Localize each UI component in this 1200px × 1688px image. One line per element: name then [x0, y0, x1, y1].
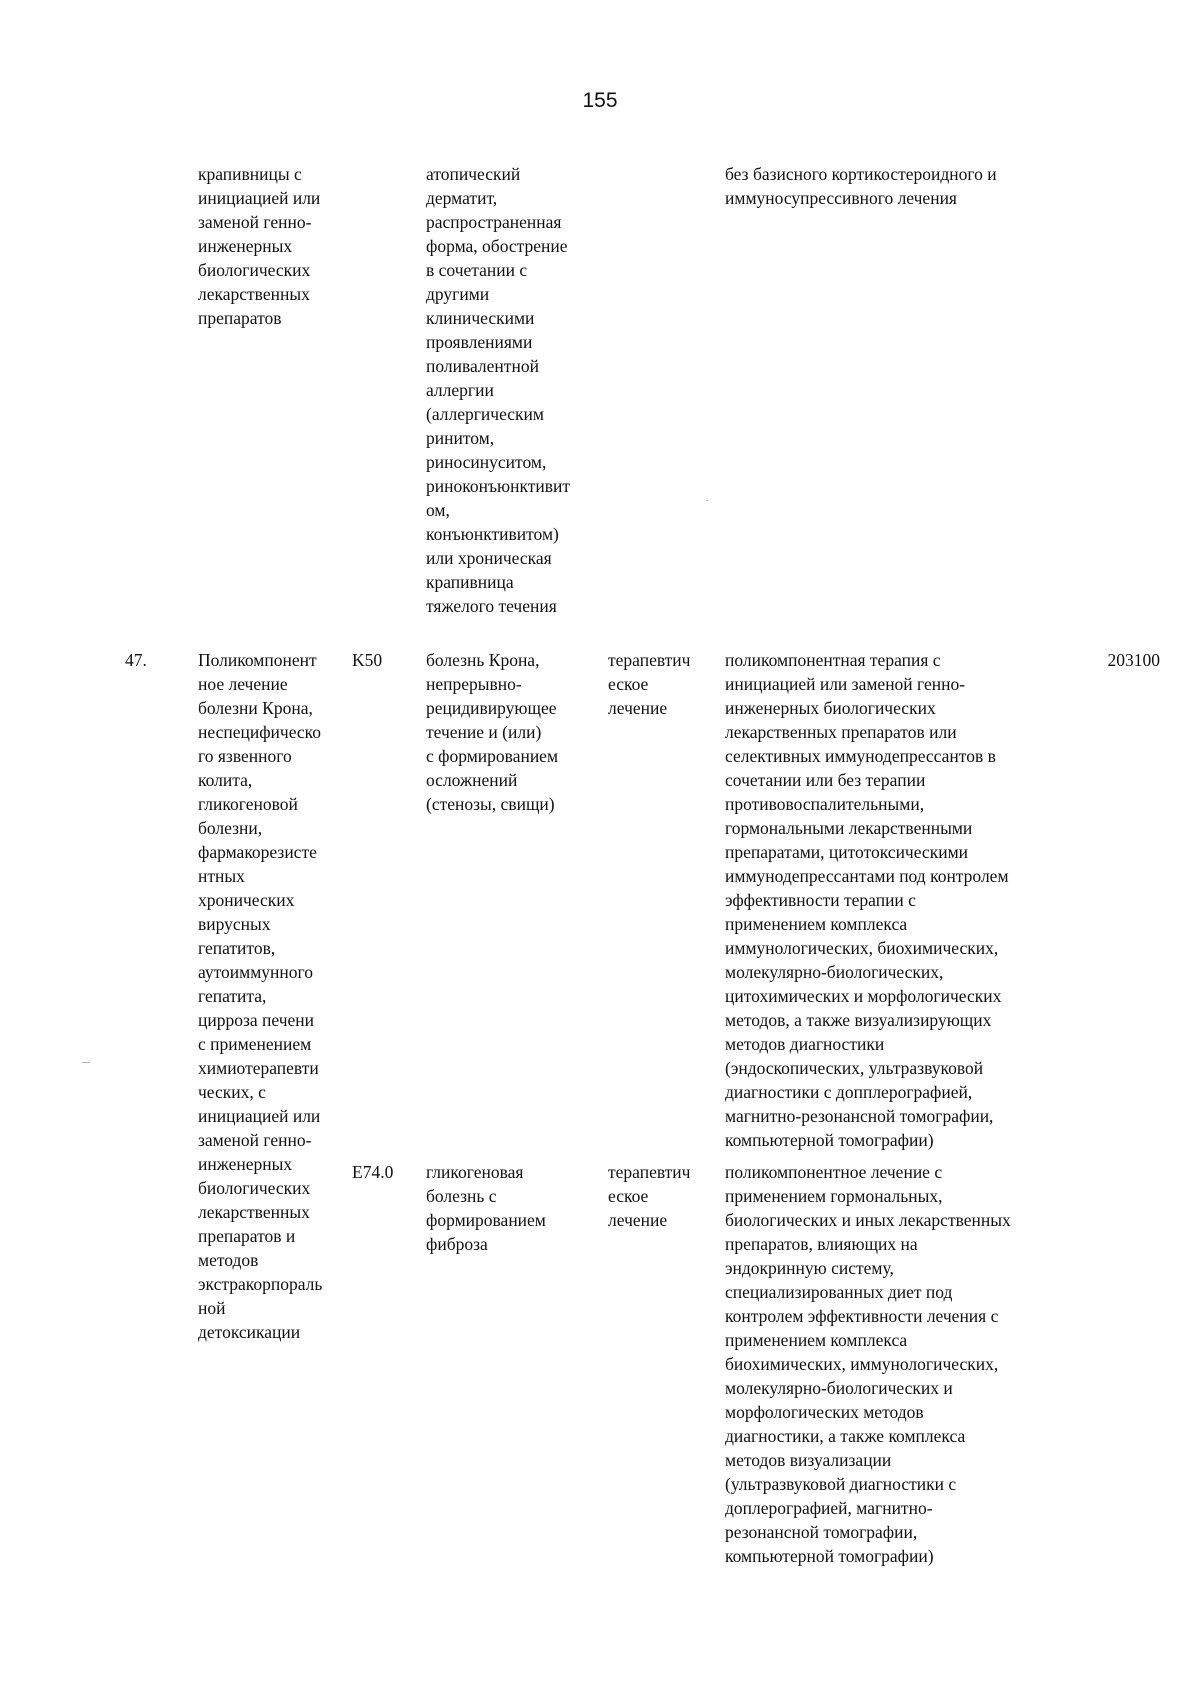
- sub1-type-cell: терапевтич еское лечение: [608, 650, 691, 718]
- row-cost-cell: 203100: [1107, 650, 1160, 670]
- sub2-type-cell: терапевтич еское лечение: [608, 1162, 691, 1230]
- continuation-description-cell: без базисного кортикостероидного и иммуносупрессивного лечения: [725, 164, 997, 208]
- page-number: 155: [582, 89, 618, 112]
- row-number-cell: 47.: [125, 650, 147, 670]
- sub2-code-cell: E74.0: [352, 1162, 394, 1182]
- sub1-description-cell: поликомпонентная терапия с инициацией или заменой генно- инженерных биологических лекарственных препаратов или селективных иммунодепрессантов в сочетании или без терапии противовоспалительными, гормональными лекарственными препаратами, цитотоксическими иммунодепрессантами под контролем эффективности терапии с применением комплекса иммунологических, биохимических, молекулярно-биологических, цитохимических и морфологических методов, а также визуализирующих методов диагностики (эндоскопических, ультразвуковой диагностики с допплерографией, магнитно-резонансной томографии, компьютерной томографии): [725, 650, 1009, 1150]
- scan-mark: [82, 1062, 90, 1063]
- scan-mark: [706, 500, 708, 501]
- sub2-description-cell: поликомпонентное лечение с применением гормональных, биологических и иных лекарственных препаратов, влияющих на эндокринную систему, специализированных диет под контролем эффективности лечения с применением комплекса биохимических, иммунологических, молекулярно-биологических и морфологических методов диагностики, а также комплекса методов визуализации (ультразвуковой диагностики с доплерографией, магнитно- резонансной томографии, компьютерной томографии): [725, 1162, 1011, 1566]
- sub1-diagnosis-cell: болезнь Крона, непрерывно- рецидивирующее течение и (или) с формированием осложнений (стенозы, свищи): [426, 650, 559, 814]
- sub1-code-cell: K50: [352, 650, 383, 670]
- continuation-name-cell: крапивницы с инициацией или заменой генно- инженерных биологических лекарственных препаратов: [198, 164, 321, 328]
- row-name-cell: Поликомпонент ное лечение болезни Крона, неспецифическо го язвенного колита, гликогеновой болезни, фармакорезисте нтных хронических вирусных гепатитов, аутоиммунного гепатита, цирроза печени с применением химиотерапевти ческих, с инициацией или заменой генно- инженерных биологических лекарственных препаратов и методов экстракорпораль ной детоксикации: [198, 650, 323, 1342]
- continuation-diagnosis-cell: атопический дерматит, распространенная форма, обострение в сочетании с другими клиническими проявлениями поливалентной аллергии (аллергическим ринитом, риносинуситом, риноконъюнктивит ом, конъюнктивитом) или хроническая крапивница тяжелого течения: [426, 164, 571, 616]
- sub2-diagnosis-cell: гликогеновая болезнь с формированием фиброза: [426, 1162, 546, 1254]
